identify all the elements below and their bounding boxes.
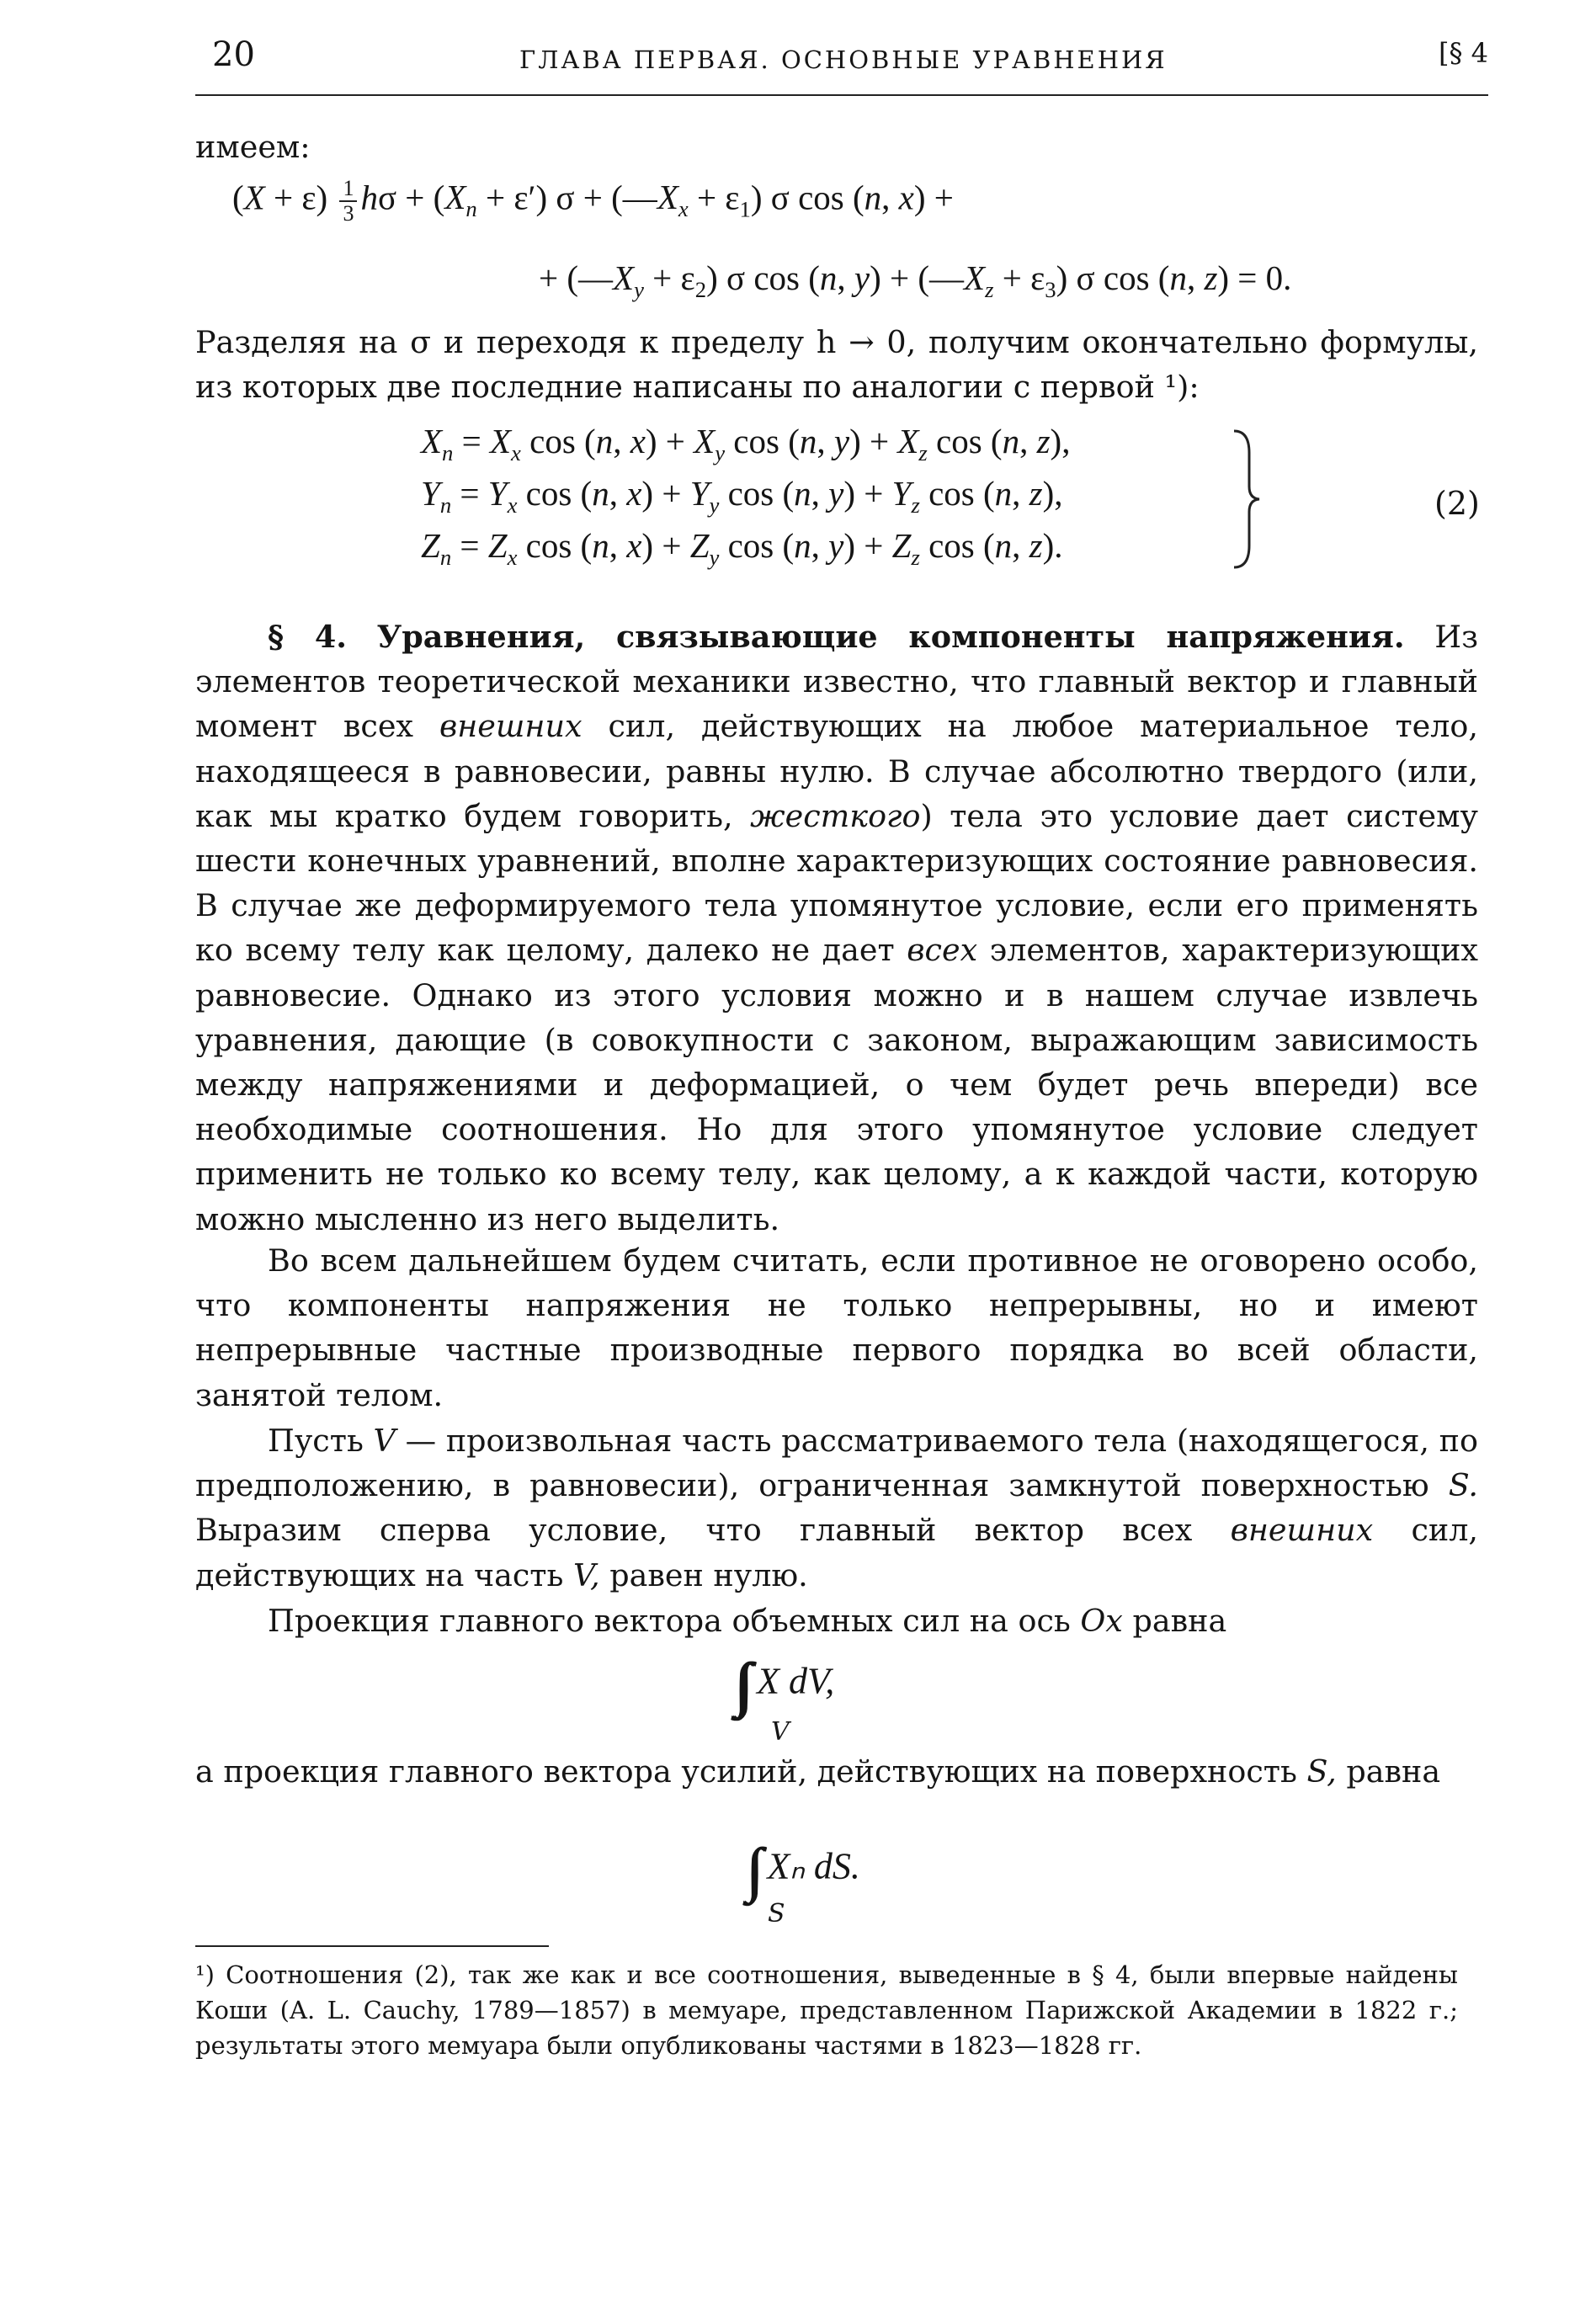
intro-text: имеем:	[195, 129, 311, 165]
page-number: 20	[212, 35, 255, 74]
triple-integral-limit: V	[771, 1717, 790, 1747]
section-4-paragraph: § 4. Уравнения, связывающие компоненты напряжения. Из элементов теоретической механики известно, что главный вектор и главный момент всех внешних сил, действующих на любое материальное тело, находящееся в равновесии, равны нулю. В случае абсолютно твердого (или, как мы кратко будем говорить, жесткого) тела это условие дает систему шести конечных уравнений, вполне характеризующих состояние равновесия. В случае же деформируемого тела упомянутое условие, если его применять ко всему телу как целому, далеко не дает всех элементов, характеризующих равновесие. Однако из этого условия можно и в нашем случае извлечь уравнения, дающие (в совокупности с законом, выражающим зависимость между напряжениями и деформацией, о чем будет речь впереди) все необходимые соотношения. Но для этого упомянутое условие следует применить не только ко всему телу, как целому, а к каждой части, которую можно мысленно из него выделить.	[195, 619, 1479, 1237]
surface-paragraph: а проекция главного вектора усилий, действующих на поверхность S, равна	[195, 1753, 1441, 1790]
section-marker: [§ 4	[1438, 37, 1488, 69]
equation-2-line-2: $Y_n = Y_x$ cos (n, $x) + Y_y$ cos (n, $y) + Y_z$ cos (n, z),	[421, 474, 1063, 519]
projection-paragraph: Проекция главного вектора объемных сил на ось Ox равна	[268, 1603, 1227, 1639]
equation-number: (2)	[1434, 485, 1480, 522]
paragraph-divide: Разделяя на σ и переходя к пределу h → 0, получим окончательно формулы, из которых две последние написаны по аналогии с первой ¹):	[195, 324, 1478, 406]
right-brace-icon	[1231, 428, 1264, 571]
double-integral: ∫∫ Xₙ dS.	[746, 1836, 860, 1903]
equation-2-line-3: $Z_n = Z_x$ cos (n, $x) + Z_y$ cos (n, $y) + Z_z$ cos (n, z).	[421, 526, 1063, 571]
triple-integral-integrand: X dV,	[757, 1660, 835, 1702]
equation-line-1: (X + ε) $\frac{1}{3}$ $h\sigma + (X_n + \varepsilon') \sigma$ + $(—X_x + \varepsilon_1)$ σ cos (n, x) +	[232, 176, 954, 226]
equation-line-2: + $(—X_y + \varepsilon_2)$ σ cos (n, $y) + (—X_z + \varepsilon_3)$ σ cos (n, z) = 0.	[539, 258, 1292, 303]
double-integral-integrand: Xₙ dS.	[767, 1845, 860, 1887]
running-title: ГЛАВА ПЕРВАЯ. ОСНОВНЫЕ УРАВНЕНИЯ	[519, 45, 1168, 74]
footnote: ¹) Соотношения (2), так же как и все соотношения, выведенные в § 4, были впервые найдены Коши (A. L. Cauchy, 1789—1857) в мемуаре, представленном Парижской Академии в 1822 г.; результаты этого мемуара были опубликованы частями в 1823—1828 гг.	[195, 1960, 1458, 2060]
continuity-paragraph: Во всем дальнейшем будем считать, если противное не оговорено особо, что компоненты напряжения не только непрерывны, но и имеют непрерывные частные производные первого порядка во всей области, занятой телом.	[195, 1242, 1478, 1413]
section-number: § 4.	[268, 619, 347, 655]
double-integral-limit: S	[768, 1899, 785, 1928]
triple-integral: ∫∫∫ X dV,	[734, 1651, 835, 1718]
equation-2-line-1: $X_n = X_x$ cos (n, $x) + X_y$ cos (n, $y) + X_z$ cos (n, z),	[421, 422, 1071, 466]
page-header	[195, 34, 1488, 96]
section-title: Уравнения, связывающие компоненты напряжения.	[376, 619, 1405, 655]
volume-paragraph: Пусть V — произвольная часть рассматриваемого тела (находящегося, по предположению, в равновесии), ограниченная замкнутой поверхностью S. Выразим сперва условие, что главный вектор всех внешних сил, действующих на часть V, равен нулю.	[195, 1423, 1479, 1593]
footnote-rule	[195, 1945, 549, 1947]
